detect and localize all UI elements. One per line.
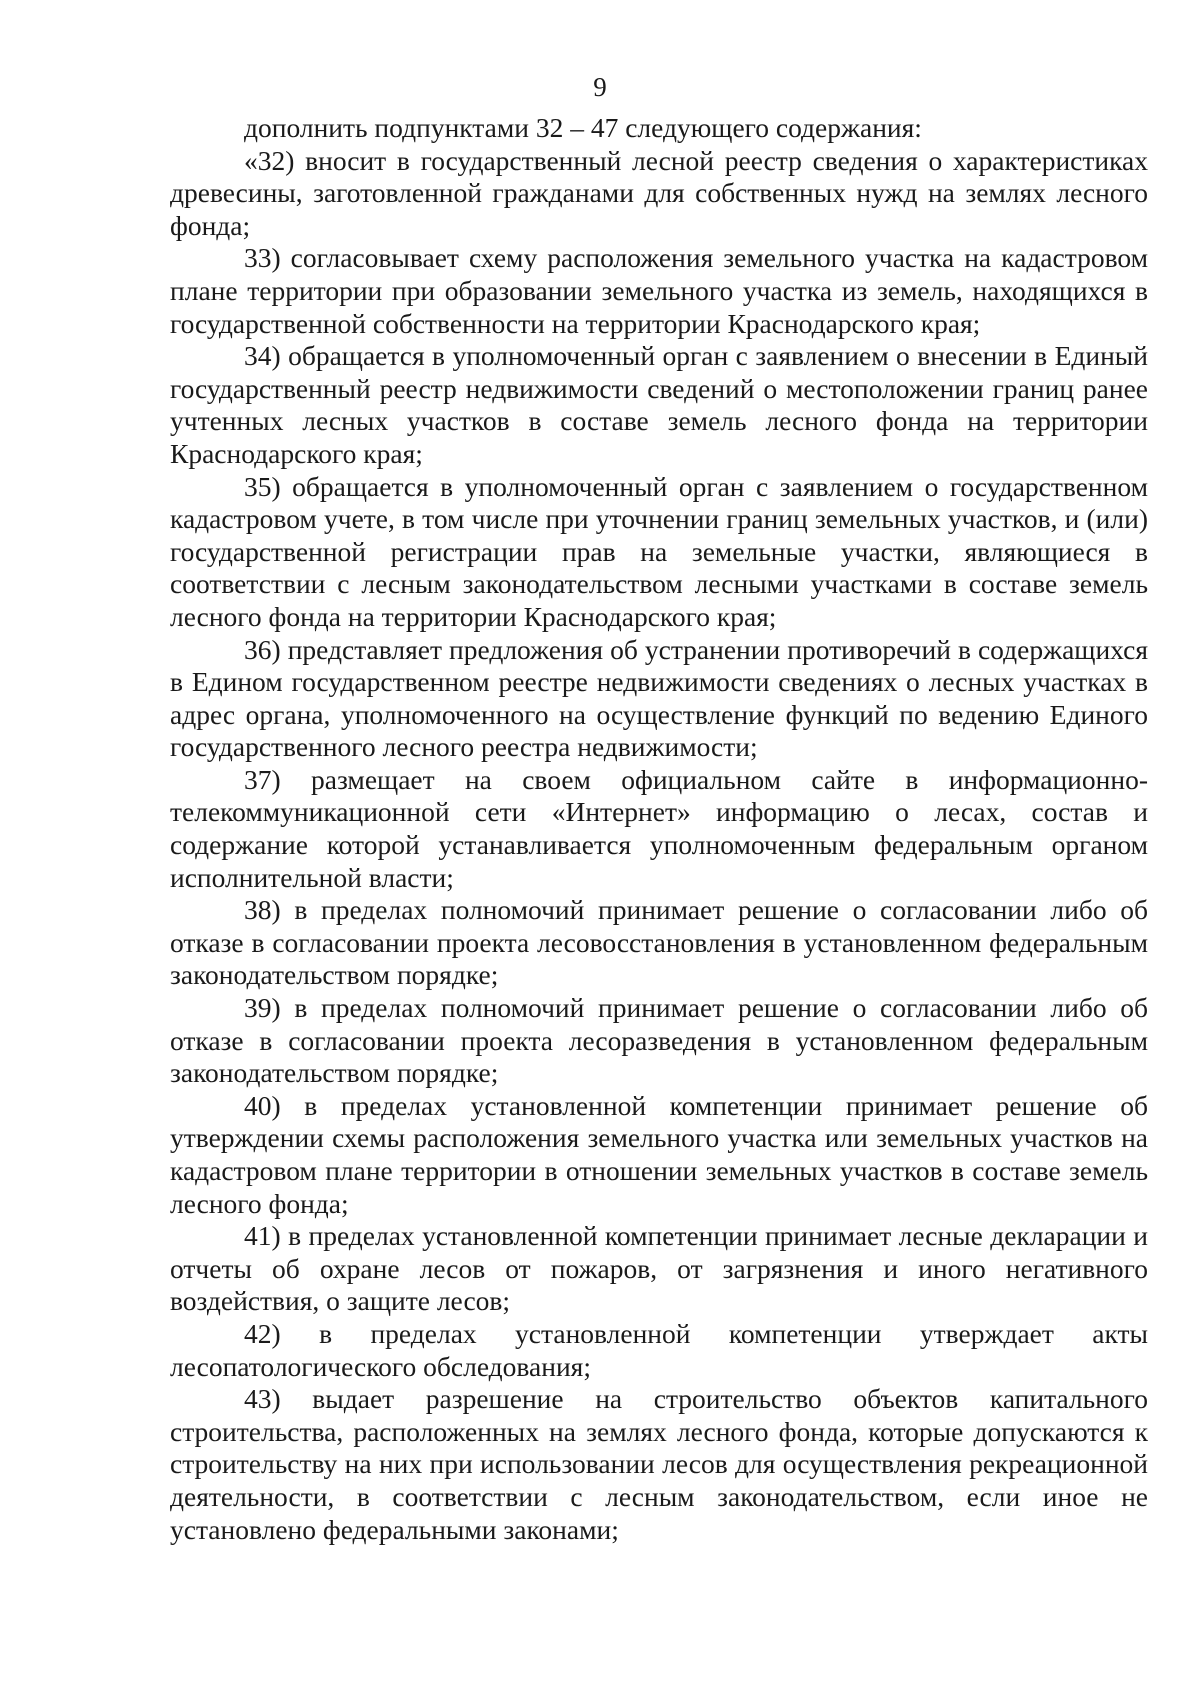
paragraph-item-43: 43) выдает разрешение на строительство объектов капитального строительства, расположенных на землях лесного фонда, которые допускаются к строительству на них при использовании лесов для осуществления рекреационной деятельности, в соответствии с лесным законодательством, если иное не установлено федеральными законами; (170, 1383, 1148, 1545)
document-body (170, 112, 1148, 1546)
paragraph-item-35: 35) обращается в уполномоченный орган с заявлением о государственном кадастровом учете, в том числе при уточнении границ земельных участков, и (или) государственной регистрации прав на земельные участки, являющиеся в соответствии с лесным законодательством лесными участками в составе земель лесного фонда на территории Краснодарского края; (170, 470, 1148, 632)
paragraph-item-32: «32) вносит в государственный лесной реестр сведения о характеристиках древесины, заготовленной гражданами для собственных нужд на землях лесного фонда; (170, 144, 1148, 241)
paragraph-item-33: 33) согласовывает схему расположения земельного участка на кадастровом плане территории при образовании земельного участка из земель, находящихся в государственной собственности на территории Краснодарского края; (170, 242, 1148, 339)
page-number: 9 (593, 72, 607, 102)
paragraph-item-39: 39) в пределах полномочий принимает решение о согласовании либо об отказе в согласовании проекта лесоразведения в установленном федеральным законодательством порядке; (170, 992, 1148, 1089)
paragraph-item-37: 37) размещает на своем официальном сайте в информационно-телекоммуникационной сети «Интернет» информацию о лесах, состав и содержание которой устанавливается уполномоченным федеральным органом исполнительной власти; (170, 763, 1148, 893)
paragraph-item-34: 34) обращается в уполномоченный орган с заявлением о внесении в Единый государственный реестр недвижимости сведений о местоположении границ ранее учтенных лесных участков в составе земель лесного фонда на территории Краснодарского края; (170, 340, 1148, 469)
paragraph-intro: дополнить подпунктами 32 – 47 следующего содержания: (244, 112, 922, 143)
paragraph-item-38: 38) в пределах полномочий принимает решение о согласовании либо об отказе в согласовании проекта лесовосстановления в установленном федеральным законодательством порядке; (170, 894, 1148, 991)
paragraph-item-40: 40) в пределах установленной компетенции принимает решение об утверждении схемы расположения земельного участка или земельных участков на кадастровом плане территории в отношении земельных участков в составе земель лесного фонда; (170, 1089, 1148, 1219)
paragraph-item-42: 42) в пределах установленной компетенции утверждает акты лесопатологического обследования; (170, 1317, 1148, 1382)
paragraph-item-41: 41) в пределах установленной компетенции принимает лесные декларации и отчеты об охране лесов от пожаров, от загрязнения и иного негативного воздействия, о защите лесов; (170, 1220, 1148, 1317)
paragraph-item-36: 36) представляет предложения об устранении противоречий в содержащихся в Едином государственном реестре недвижимости сведениях о лесных участках в адрес органа, уполномоченного на осуществление функций по ведению Единого государственного лесного реестра недвижимости; (170, 633, 1148, 763)
